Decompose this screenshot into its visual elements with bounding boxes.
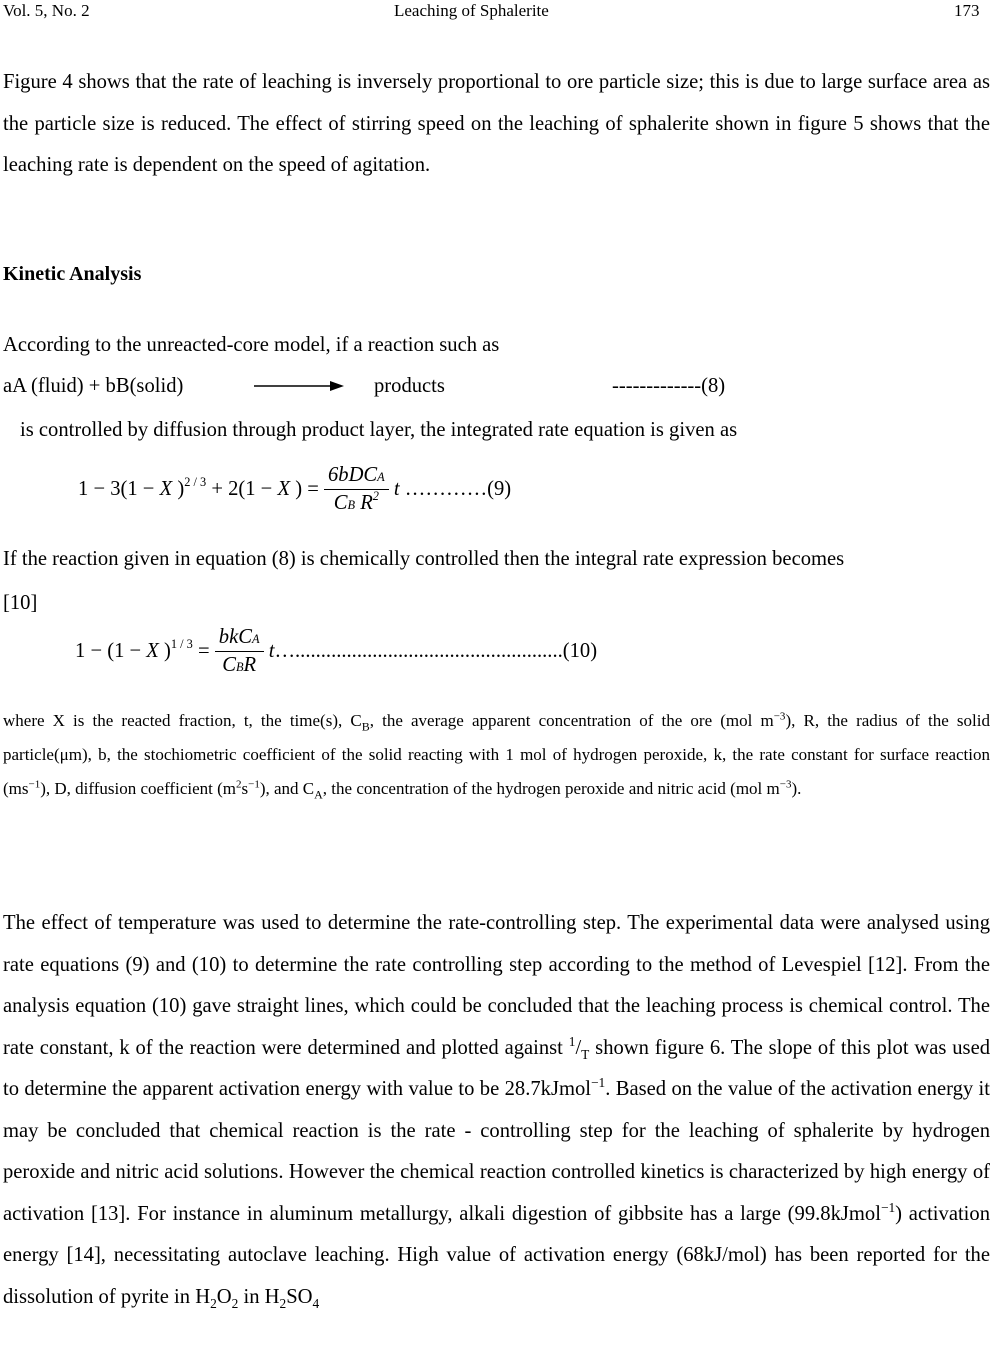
reaction-arrow-icon bbox=[252, 378, 346, 394]
paragraph-activation-energy: The effect of temperature was used to determine the rate-controlling step. The experimental data were analysed using rate equations (9) and (10) to determine the rate controlling step according to the method of Levespiel [12]. From the analysis equation (10) gave straight lines, which could be concluded that the leaching process is chemical control. The rate constant, k of the reaction were determined and plotted against $^1/_T$ shown figure 6. The slope of this plot was used to determine the apparent activation energy with value to be 28.7kJmol$^{-1}$. Based on the value of the activation energy it may be concluded that chemical reaction is the rate - controlling step for the leaching of sphalerite by hydrogen peroxide and nitric acid solutions. However the chemical reaction controlled kinetics is characterized by high energy of activation [13]. For instance in aluminum metallurgy, alkali digestion of gibbsite has a large (99.8kJmol$^{-1}$) activation energy [14], necessitating autoclave leaching. High value of activation energy (68kJ/mol) has been reported for the dissolution of pyrite in $H_2O_2$ in $H_2SO_4$ bbox=[3, 912, 991, 1311]
equation-9: 1 − 3(1 − X )$^{2 / 3}$ + 2(1 − X ) = $\frac{\text{6bDCA}}{CB R^2}$ t …………(9) bbox=[78, 464, 512, 514]
variable-definitions: where X is the reacted fraction, t, the time(s), $C_B$, the average apparent concentration of the ore (mol $m^{-3}$), R, the radius of the solid particle(μm), b, the stochiometric coefficient of the solid reacting with 1 mol of hydrogen peroxide, k, the rate constant for surface reaction $(ms^{-1})$, D, diffusion coefficient $(m^2s^{-1})$, and $C_A$, the concentration of the hydrogen peroxide and nitric acid (mol $m^{-3}$). bbox=[3, 710, 990, 802]
journal-volume: Vol. 5, No. 2 bbox=[3, 1, 90, 20]
running-title: Leaching of Sphalerite bbox=[394, 1, 549, 20]
equation-10-number: …....................................................(10) bbox=[274, 640, 598, 662]
chemical-control-sentence: If the reaction given in equation (8) is chemically controlled then the integral rate expression becomes bbox=[3, 548, 845, 570]
reaction-products: products bbox=[374, 375, 445, 397]
paragraph-particle-size: Figure 4 shows that the rate of leaching is inversely proportional to ore particle size; this is due to large surface area as the particle size is reduced. The effect of stirring speed on the leaching of sphalerite shown in figure 5 shows that the leaching rate is dependent on the speed of agitation. bbox=[3, 71, 990, 176]
intro-sentence: According to the unreacted-core model, if a reaction such as bbox=[3, 334, 500, 356]
reaction-reactants: aA (fluid) + bB(solid) bbox=[3, 375, 184, 397]
reaction-equation-number: -------------(8) bbox=[612, 375, 726, 397]
section-heading: Kinetic Analysis bbox=[3, 263, 142, 285]
page-number: 173 bbox=[954, 1, 980, 20]
equation-9-number: …………(9) bbox=[404, 478, 512, 500]
equation-10: 1 − (1 − X )$^{1 / 3}$ = $\frac{\text{bkCA}}{\text{CBR}}$ t…....................................................(10) bbox=[75, 626, 598, 676]
diffusion-sentence: is controlled by diffusion through product layer, the integrated rate equation is given as bbox=[20, 419, 738, 441]
chemical-control-reference: [10] bbox=[3, 592, 38, 614]
